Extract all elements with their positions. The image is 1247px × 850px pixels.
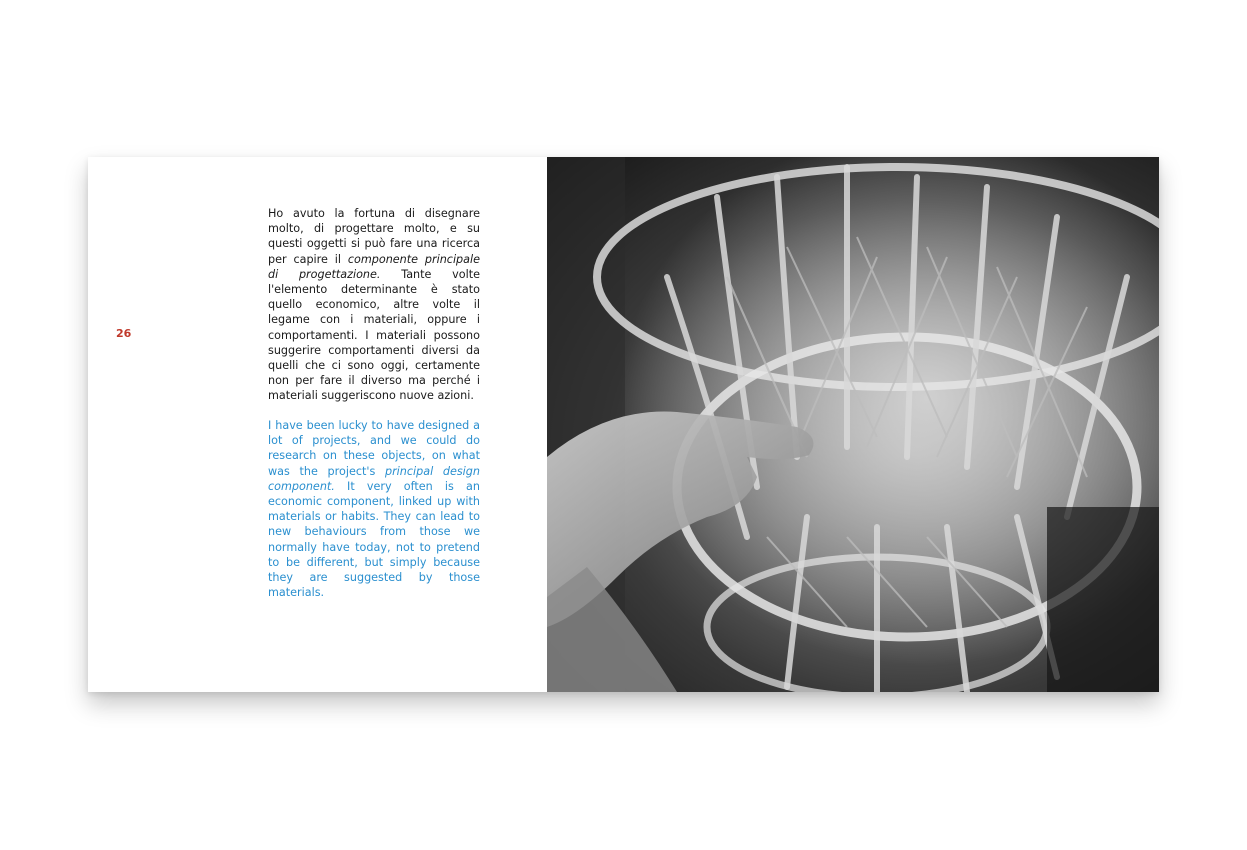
english-paragraph (268, 418, 480, 600)
italian-text: Ho avuto la fortuna di disegnare molto, di progettare molto, e su questi oggetti si può fare una ricerca per capire il (268, 207, 480, 266)
book-spread (88, 157, 1159, 692)
english-italic-phrase: principal design component. (268, 464, 480, 493)
italian-paragraph (268, 206, 480, 404)
italian-text-tail: Tante volte l'elemento determinante è stato quello economico, altre volte il legame con i materiali, oppure i comportamenti. I materiali possono suggerire comportamenti diversi da quelli che ci sono oggi, certamente non per fare il diverso ma perché i materiali suggeriscono nuove azioni. (268, 267, 480, 403)
wicker-chair-photo (547, 157, 1159, 692)
italian-italic-phrase: componente principale di progettazione. (268, 252, 481, 281)
wicker-photo-illustration (547, 157, 1159, 692)
english-text: I have been lucky to have designed a lot of projects, and we could do research on these objects, on what was the project's (268, 419, 480, 478)
english-text-tail: It very often is an economic component, linked up with materials or habits. They can lead to new behaviours from those we normally have today, not to pretend to be different, but simply because they are suggested by those materials. (268, 479, 480, 600)
page-number: 26 (116, 327, 132, 340)
left-page (88, 157, 547, 692)
